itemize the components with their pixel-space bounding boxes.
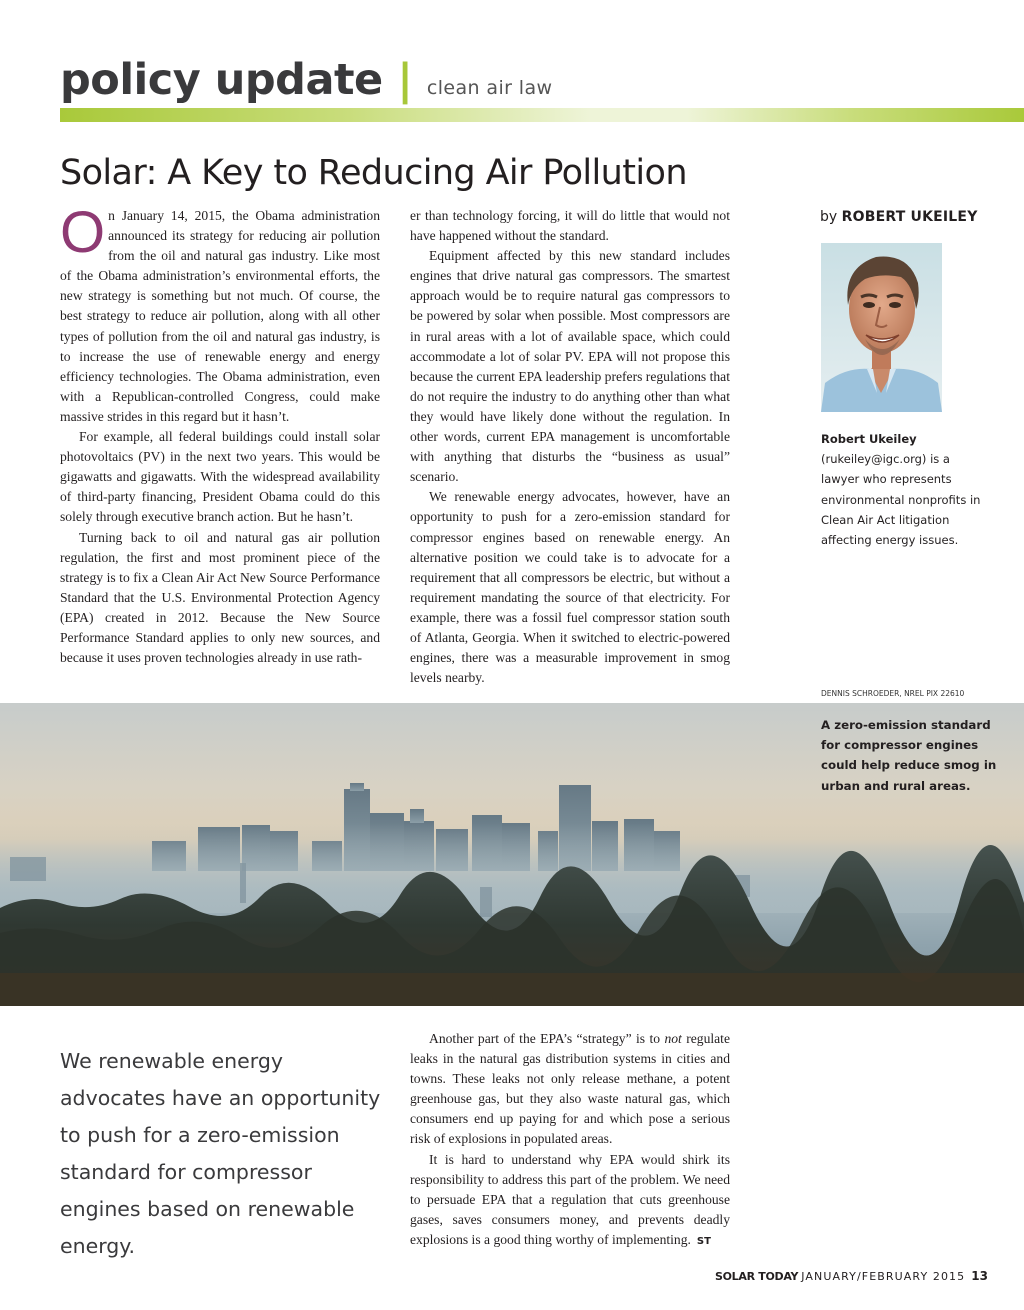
magazine-name: SOLAR TODAY [715,1270,799,1283]
paragraph: Equipment affected by this new standard includes engines that drive natural gas compressors. The smartest approach would be to require natural gas compressors to be powered by solar when possible. Most compressors are in rural areas with a lot of available space, which could accommodate a lot of solar PV. EPA will not propose this because the current EPA leadership prefers regulations that do not require the industry to do anything other than what they would have likely done without the regulation. In other words, current EPA management is uncomfortable with anything that disturbs the “business as usual” scenario. [410,248,730,485]
separator-char: | [397,55,413,105]
paragraph [60,200,380,427]
article-column-2 [410,206,730,688]
paragraph: er than technology forcing, it will do little that would not have happened without the standard. [410,208,730,244]
emphasis-text: not [664,1031,682,1046]
end-mark: ST [696,1235,711,1247]
author-name: ROBERT UKEILEY [841,209,978,225]
section-subtitle: clean air law [426,77,553,99]
section-separator [397,55,427,105]
paragraph: For example, all federal buildings could install solar photovoltaics (PV) in the next two years. This would be gigawatts and gigawatts. With the widespread availability of third-party financing, President Obama could do this solely through executive branch action. But he hasn’t. [60,429,380,525]
byline-prefix: by [820,209,842,225]
byline [820,209,978,225]
photo-caption: A zero-emission standard for compressor engines could help reduce smog in urban and rural areas. [821,718,997,793]
issue-date: JANUARY/FEBRUARY 2015 [801,1270,966,1283]
paragraph-text: It is hard to understand why EPA would shirk its responsibility to address this part of the problem. We need to persuade EPA that a regulation that cuts greenhouse gases, saves consumers money, and prevents deadly explosions is a good thing worthy of implementing. [410,1151,730,1247]
paragraph-text: regulate leaks in the natural gas distribution systems in cities and towns. These leaks not only release methane, a potent greenhouse gas, but they also waste natural gas, which consumers end up paying for and which pose a serious risk of explosions in populated areas. [410,1031,730,1147]
paragraph [410,1029,730,1150]
article-title: Solar: A Key to Reducing Air Pollution [60,153,687,193]
pull-quote: We renewable energy advocates have an opportunity to push for a zero-emission standard for compressor engines based on renewable energy. [60,1049,381,1258]
section-title: policy update [60,55,383,105]
photo-credit: DENNIS SCHROEDER, NREL PIX 22610 [821,689,965,698]
paragraph [410,1150,730,1252]
bio-name: Robert Ukeiley [821,432,917,446]
bio-text: (rukeiley@igc.org) is a lawyer who represents environmental nonprofits in Clean Air Act litigation affecting energy issues. [821,452,981,548]
paragraph: We renewable energy advocates, however, have an opportunity to push for a zero-emission standard for compressor engines based on renewable energy. An alternative position we could take is to advocate for a requirement that all compressors be electric, but without a requirement mandating the source of that electricity. For example, there was a fossil fuel compressor station south of Atlanta, Georgia. When it switched to electric-powered engines, there was a measurable improvement in smog levels nearby. [410,489,730,686]
drop-cap: O [60,200,106,265]
author-bio [821,429,991,550]
paragraph-text: Another part of the EPA’s “strategy” is to [429,1031,665,1046]
paragraph: Turning back to oil and natural gas air pollution regulation, the first and most prominent piece of the strategy is to fix a Clean Air Act New Source Performance Standard that the U.S. Environmental Protection Agency (EPA) created in 2012. Because the New Source Performance Standard applies to only new sources, and because it uses proven technologies already in use rath- [60,529,380,666]
author-portrait [821,243,942,412]
section-header [60,52,552,116]
author-photo [821,243,942,412]
article-column-1 [60,200,380,668]
paragraph-text: n January 14, 2015, the Obama administration announced its strategy for reducing air pollution from the oil and natural gas industry. Like most of the Obama administration’s environmental efforts, the new strategy is something but not much. Of course, the best strategy to reduce air pollution, along with all other types of pollution from the oil and natural gas industry, is to increase the use of renewable energy and energy efficiency technologies. The Obama administration, even with a Republican-controlled Congress, could make massive strides in this regard but it hasn’t. [60,208,380,424]
article-column-3 [410,1029,730,1252]
page-footer [715,1269,988,1283]
header-rule [60,108,1024,122]
page-number: 13 [971,1269,988,1283]
